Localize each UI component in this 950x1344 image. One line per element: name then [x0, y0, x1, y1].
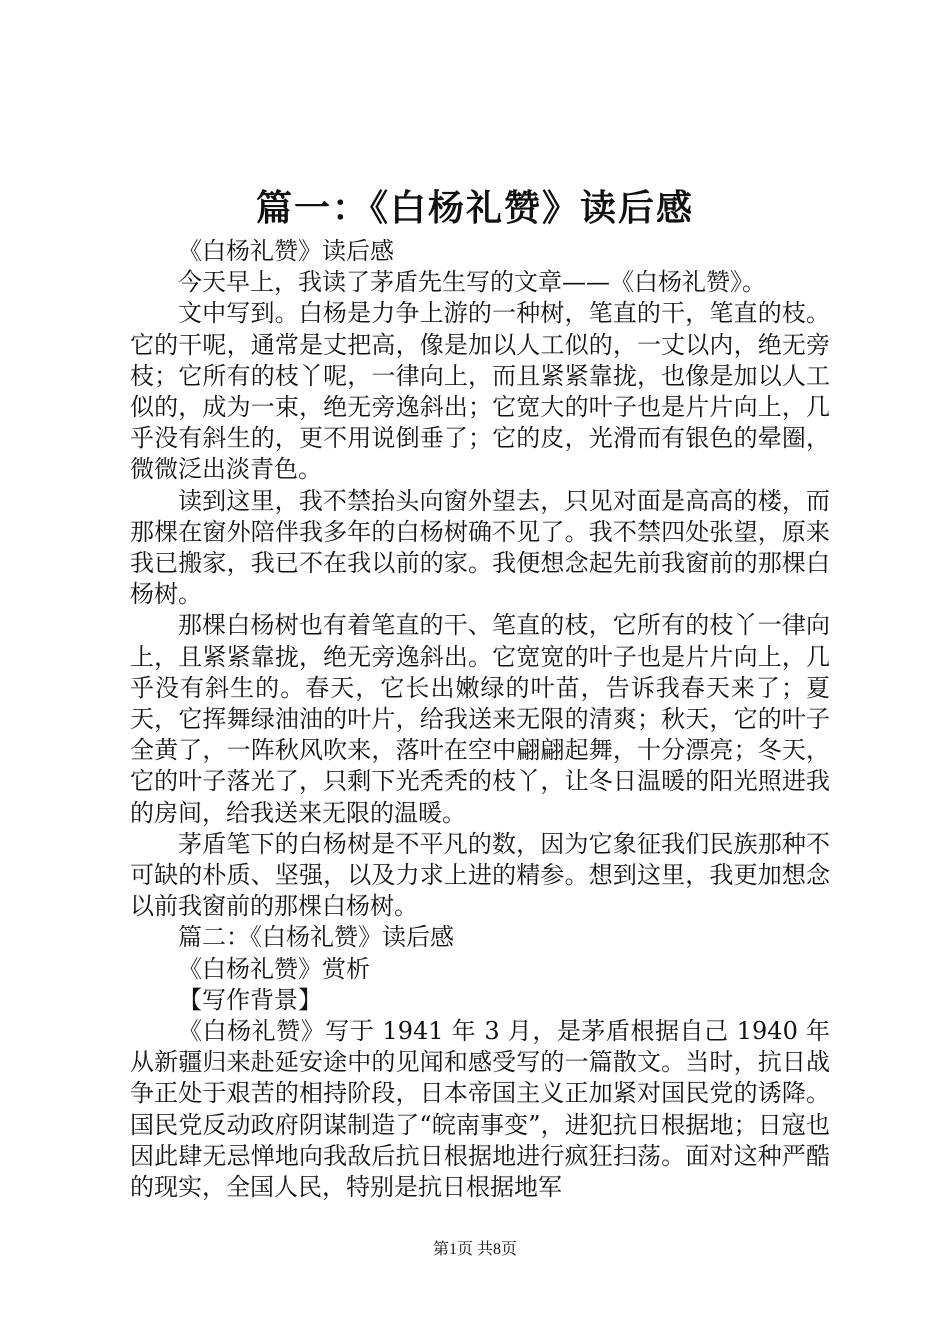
- paragraph: 读到这里，我不禁抬头向窗外望去，只见对面是高高的楼，而那棵在窗外陪伴我多年的白杨树确不见了。我不禁四处张望，原来我已搬家，我已不在我以前的家。我便想念起先前我窗前的那棵白杨树。: [130, 486, 830, 609]
- paragraph: 《白杨礼赞》读后感: [178, 237, 394, 265]
- page-number-footer: 第1页 共8页: [432, 1241, 517, 1258]
- paragraph: 那棵白杨树也有着笔直的干、笔直的枝，它所有的枝丫一律向上，且紧紧靠拢，绝无旁逸斜出。它宽宽的叶子也是片片向上，几乎没有斜生的。春天，它长出嫩绿的叶苗，告诉我春天来了；夏天，它挥舞绿油油的叶片，给我送来无限的清爽；秋天，它的叶子全黄了，一阵秋风吹来，落叶在空中翩翩起舞，十分漂亮；冬天，它的叶子落光了，只剩下光秃秃的枝丫，让冬日温暖的阳光照进我的房间，给我送来无限的温暖。: [130, 611, 830, 827]
- section-heading: 篇二：《白杨礼赞》读后感: [178, 923, 454, 952]
- document-title: 篇一：《白杨礼赞》读后感: [255, 187, 694, 229]
- paragraph: 茅盾笔下的白杨树是不平凡的数，因为它象征我们民族那种不可缺的朴质、坚强，以及力求上进的精参。想到这里，我更加想念以前我窗前的那棵白杨树。: [130, 829, 830, 921]
- paragraph: 文中写到。白杨是力争上游的一种树，笔直的干，笔直的枝。它的干呢，通常是丈把高，像是加以人工似的，一丈以内，绝无旁枝；它所有的枝丫呢，一律向上，而且紧紧靠拢，也像是加以人工似的，成为一束，绝无旁逸斜出；它宽大的叶子也是片片向上，几乎没有斜生的，更不用说倒垂了；它的皮，光滑而有银色的晕圈，微微泛出淡青色。: [130, 299, 830, 484]
- paragraph: 今天早上，我读了茅盾先生写的文章——《白杨礼赞》。: [178, 268, 766, 297]
- paragraph: 《白杨礼赞》赏析: [178, 954, 370, 983]
- subsection-heading: 【写作背景】: [178, 985, 322, 1014]
- document-body: [130, 236, 830, 1203]
- paragraph: 《白杨礼赞》写于 1941 年 3 月，是茅盾根据自己 1940 年从新疆归来赴延安途中的见闻和感受写的一篇散文。当时，抗日战争正处于艰苦的相持阶段，日本帝国主义正加紧对国民党的诱降。国民党反动政府阴谋制造了“皖南事变”，进犯抗日根据地；日寇也因此肆无忌惮地向我敌后抗日根据地进行疯狂扫荡。面对这种严酷的现实，全国人民，特别是抗日根据地军: [130, 1017, 830, 1202]
